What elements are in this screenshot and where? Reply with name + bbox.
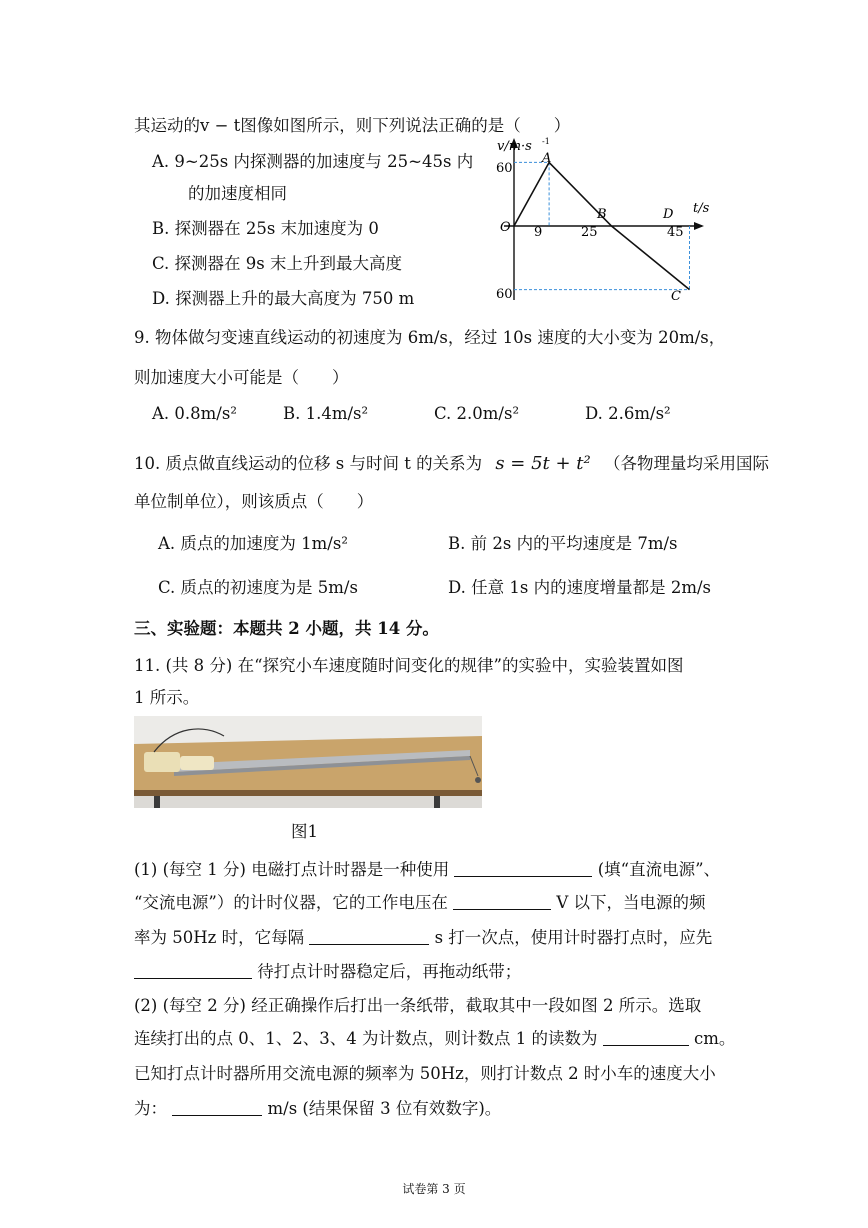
q11-part1-line1 — [134, 856, 720, 880]
q9-stem-line1: 9. 物体做匀变速直线运动的初速度为 6m/s，经过 10s 速度的大小变为 20m/s， — [134, 328, 726, 347]
q11-part1-line3 — [134, 924, 712, 948]
q11-part1-line3-tail: s 打一次点，使用计时器打点时，应先 — [434, 928, 713, 947]
q10-stem-suffix: （各物理量均采用国际 — [604, 454, 770, 473]
q8-option-d: D. 探测器上升的最大高度为 750 m — [152, 289, 415, 308]
q11-stem-line1: 11. (共 8 分) 在“探究小车速度随时间变化的规律”的实验中，实验装置如图 — [134, 656, 684, 675]
q11-part1-line1-tail: (填“直流电源”、 — [597, 860, 721, 879]
answer-blank-power-type[interactable] — [454, 858, 592, 877]
graph-point-c-label: C — [671, 289, 681, 304]
q8-option-a: A. 9~25s 内探测器的加速度与 25~45s 内 — [152, 152, 474, 171]
figure-1-caption: 图1 — [291, 822, 318, 841]
q11-part1-line4 — [134, 958, 521, 982]
q11-part2-line4 — [134, 1095, 501, 1119]
q9-option-b: B. 1.4m/s² — [283, 404, 369, 423]
q11-part1-line2-tail: V 以下，当电源的频 — [556, 893, 706, 912]
q10-option-a: A. 质点的加速度为 1m/s² — [158, 534, 348, 553]
q10-option-d: D. 任意 1s 内的速度增量都是 2m/s — [448, 578, 712, 597]
q11-part1-line3-text: 率为 50Hz 时，它每隔 — [134, 928, 305, 947]
graph-origin-label: O — [500, 220, 511, 235]
q10-option-c: C. 质点的初速度为是 5m/s — [158, 578, 358, 597]
graph-xlabel: t/s — [693, 201, 710, 216]
q10-stem-line2: 单位制单位），则该质点（ ） — [134, 492, 374, 511]
vt-graph — [490, 130, 720, 310]
q10-option-b: B. 前 2s 内的平均速度是 7m/s — [448, 534, 678, 553]
graph-point-a-label: A — [542, 151, 552, 166]
answer-blank-voltage[interactable] — [453, 891, 551, 910]
graph-ylabel: v/m·s — [497, 139, 532, 154]
page-footer: 试卷第 3 页 — [402, 1182, 466, 1196]
q11-part2-line2-text: 连续打出的点 0、1、2、3、4 为计数点，则计数点 1 的读数为 — [134, 1029, 598, 1048]
q9-option-c: C. 2.0m/s² — [434, 404, 520, 423]
x-axis-arrow — [694, 222, 704, 230]
graph-y-bottom-label: 60 — [496, 287, 513, 302]
q11-part1-line4-tail: 待打点计时器稳定后，再拖动纸带； — [257, 962, 522, 981]
q11-part2-line4-tail: m/s (结果保留 3 位有效数字)。 — [267, 1099, 502, 1118]
q8-option-b: B. 探测器在 25s 末加速度为 0 — [152, 219, 379, 238]
graph-y-top-label: 60 — [496, 161, 513, 176]
section-heading: 三、实验题：本题共 2 小题，共 14 分。 — [134, 619, 439, 638]
q8-option-a-cont: 的加速度相同 — [188, 184, 287, 203]
answer-blank-interval[interactable] — [309, 926, 429, 945]
answer-blank-velocity[interactable] — [172, 1097, 262, 1116]
q8-option-c: C. 探测器在 9s 末上升到最大高度 — [152, 254, 402, 273]
question-intro: 其运动的v − t图像如图所示，则下列说法正确的是（ ） — [134, 116, 571, 135]
apparatus-photo — [134, 716, 482, 808]
graph-x25-label: 25 — [581, 225, 598, 240]
q11-part1-line1-text: (1) (每空 1 分) 电磁打点计时器是一种使用 — [134, 860, 450, 879]
q11-part1-line2 — [134, 889, 706, 913]
graph-x9-label: 9 — [534, 225, 543, 240]
q11-part2-line1: (2) (每空 2 分) 经正确操作后打出一条纸带，截取其中一段如图 2 所示。选取 — [134, 996, 702, 1015]
graph-point-d-label: D — [663, 207, 674, 222]
answer-blank-first-step[interactable] — [134, 960, 252, 979]
q10-formula: s = 5t + t² — [495, 453, 591, 474]
q11-part2-line2-tail: cm。 — [693, 1029, 736, 1048]
answer-blank-reading[interactable] — [603, 1027, 689, 1046]
q9-option-d: D. 2.6m/s² — [585, 404, 671, 423]
graph-point-b-label: B — [597, 207, 607, 222]
q11-part2-line3: 已知打点计时器所用交流电源的频率为 50Hz，则打计数点 2 时小车的速度大小 — [134, 1064, 716, 1083]
q11-part2-line2 — [134, 1025, 735, 1049]
q11-part1-line2-text: “交流电源”）的计时仪器，它的工作电压在 — [134, 893, 448, 912]
graph-x45-label: 45 — [667, 225, 684, 240]
q11-stem-line2: 1 所示。 — [134, 688, 200, 707]
q10-stem-prefix: 10. 质点做直线运动的位移 s 与时间 t 的关系为 — [134, 454, 483, 473]
q11-part2-line4-text: 为： — [134, 1099, 167, 1118]
q9-stem-line2: 则加速度大小可能是（ ） — [134, 368, 349, 387]
q9-option-a: A. 0.8m/s² — [152, 404, 237, 423]
q10-stem-line1 — [134, 450, 769, 474]
graph-ylabel-sup: -1 — [542, 137, 550, 146]
